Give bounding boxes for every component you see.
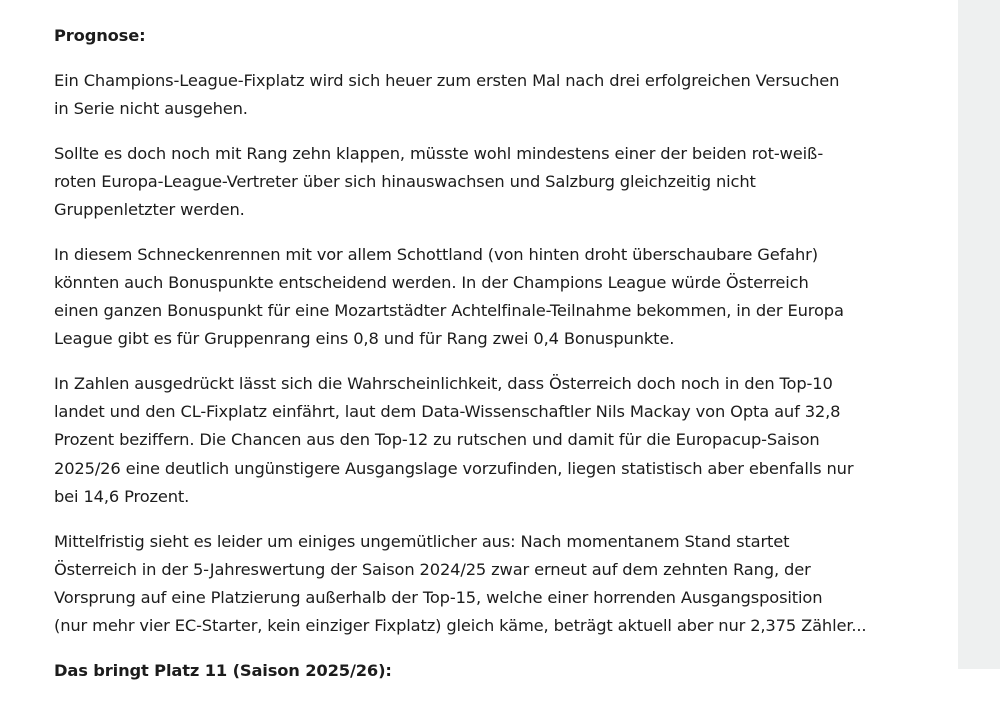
- text-line: landet und den CL-Fixplatz einfährt, laut dem Data-Wissenschaftler Nils Mackay von Opta auf 32,8: [54, 402, 841, 422]
- text-line: Prozent beziffern. Die Chancen aus den Top-12 zu rutschen und damit für die Europacup-Saison: [54, 430, 820, 450]
- text-line: League gibt es für Gruppenrang eins 0,8 und für Rang zwei 0,4 Bonuspunkte.: [54, 329, 675, 349]
- text-line: Gruppenletzter werden.: [54, 200, 245, 220]
- text-line: (nur mehr vier EC-Starter, kein einziger Fixplatz) gleich käme, beträgt aktuell aber nur 2,375 Zähler...: [54, 616, 867, 636]
- text-line: 2025/26 eine deutlich ungünstigere Ausgangslage vorzufinden, liegen statistisch aber ebenfalls nur: [54, 458, 854, 478]
- text-line: roten Europa-League-Vertreter über sich hinauswachsen und Salzburg gleichzeitig nicht: [54, 171, 756, 191]
- paragraph-mittelfristig: [54, 528, 894, 641]
- text-line: Ein Champions-League-Fixplatz wird sich heuer zum ersten Mal nach drei erfolgreichen Versuchen: [54, 70, 840, 90]
- text-line: In Zahlen ausgedrückt lässt sich die Wahrscheinlichkeit, dass Österreich doch noch in den Top-10: [54, 374, 833, 394]
- paragraph-rang-zehn: [54, 140, 894, 225]
- text-line: In diesem Schneckenrennen mit vor allem Schottland (von hinten droht überschaubare Gefahr): [54, 244, 818, 264]
- heading-prognose: Prognose:: [54, 26, 146, 45]
- text-line: Österreich in der 5-Jahreswertung der Saison 2024/25 zwar erneut auf dem zehnten Rang, der: [54, 559, 811, 579]
- text-line: Mittelfristig sieht es leider um einiges ungemütlicher aus: Nach momentanem Stand startet: [54, 531, 790, 551]
- text-line: einen ganzen Bonuspunkt für eine Mozartstädter Achtelfinale-Teilnahme bekommen, in der Europa: [54, 301, 844, 321]
- paragraph-cl-fixplatz: [54, 67, 894, 123]
- text-line: bei 14,6 Prozent.: [54, 486, 190, 506]
- text-line: könnten auch Bonuspunkte entscheidend werden. In der Champions League würde Österreich: [54, 272, 809, 292]
- text-line: in Serie nicht ausgehen.: [54, 98, 248, 118]
- article-content: [54, 22, 894, 702]
- text-line: Sollte es doch noch mit Rang zehn klappen, müsste wohl mindestens einer der beiden rot-weiß-: [54, 143, 824, 163]
- heading-platz-11: Das bringt Platz 11 (Saison 2025/26):: [54, 660, 392, 680]
- right-sidebar: [958, 0, 1000, 669]
- paragraph-wahrscheinlichkeit: [54, 370, 894, 511]
- text-line: Vorsprung auf eine Platzierung außerhalb der Top-15, welche einer horrenden Ausgangsposition: [54, 587, 823, 607]
- paragraph-bonuspunkte: [54, 241, 894, 354]
